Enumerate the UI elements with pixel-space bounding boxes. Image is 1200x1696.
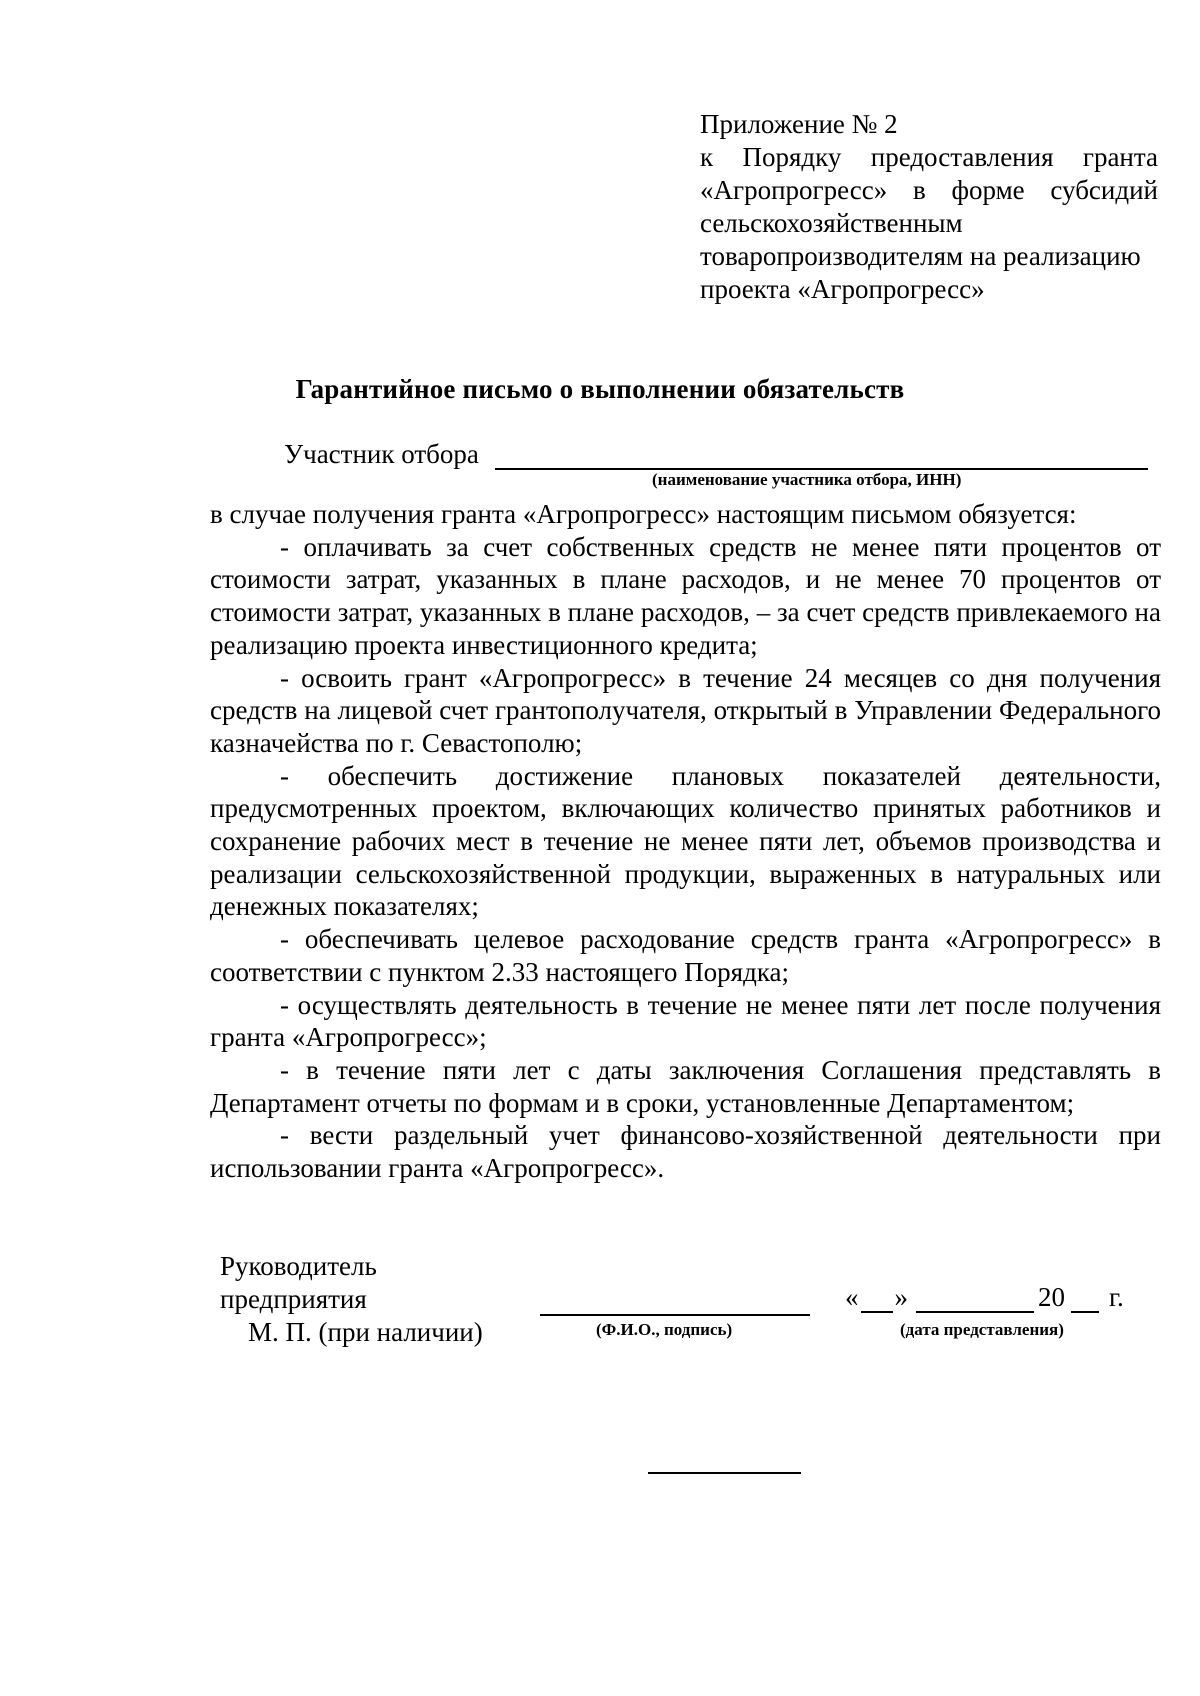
date-field bbox=[845, 1282, 1124, 1313]
day-blank-line bbox=[861, 1285, 893, 1313]
letter-intro: в случае получения гранта «Агропрогресс» настоящим письмом обязуется: bbox=[210, 499, 1077, 529]
appendix-line: товаропроизводителям на реализацию bbox=[700, 241, 1141, 271]
participant-caption: (наименование участника отбора, ИНН) bbox=[652, 470, 962, 489]
signatory-title: Руководитель bbox=[220, 1251, 377, 1281]
date-quote-close: » bbox=[894, 1282, 908, 1312]
document-title: Гарантийное письмо о выполнении обязательств bbox=[295, 374, 905, 404]
end-divider bbox=[648, 1472, 801, 1474]
appendix-line: к Порядку предоставления гранта bbox=[700, 142, 1158, 172]
month-blank-line bbox=[916, 1285, 1034, 1313]
appendix-line: сельскохозяйственным bbox=[700, 208, 963, 238]
appendix-line: проекта «Агропрогресс» bbox=[700, 274, 985, 304]
letter-body bbox=[210, 498, 1161, 1185]
appendix-number: Приложение № 2 bbox=[700, 109, 898, 139]
appendix-line: «Агропрогресс» в форме субсидий bbox=[700, 175, 1158, 205]
year-suffix: г. bbox=[1109, 1282, 1124, 1312]
signature-blank-line bbox=[540, 1314, 810, 1316]
appendix-header bbox=[700, 108, 1158, 306]
signature-caption: (Ф.И.О., подпись) bbox=[596, 1320, 733, 1339]
year-prefix: 20 bbox=[1038, 1282, 1065, 1312]
obligation-item: - в течение пяти лет с даты заключения Соглашения представлять в Департамент отчеты по формам и в сроки, установленные Департаментом; bbox=[210, 1054, 1161, 1118]
obligation-item: - осуществлять деятельность в течение не менее пяти лет после получения гранта «Агропрогресс»; bbox=[210, 989, 1161, 1053]
signatory-block bbox=[220, 1250, 483, 1349]
year-blank-line bbox=[1071, 1285, 1099, 1313]
obligation-item: - освоить грант «Агропрогресс» в течение 24 месяцев со дня получения средств на лицевой счет грантополучателя, открытый в Управлении Федерального казначейства по г. Севастополю; bbox=[210, 662, 1161, 758]
stamp-note: М. П. (при наличии) bbox=[248, 1317, 483, 1347]
participant-label: Участник отбора bbox=[284, 439, 479, 469]
obligation-item: - обеспечивать целевое расходование средств гранта «Агропрогресс» в соответствии с пунктом 2.33 настоящего Порядка; bbox=[210, 924, 1161, 987]
obligation-item: - обеспечить достижение плановых показателей деятельности, предусмотренных проектом, включающих количество принятых работников и сохранение рабочих мест в течение не менее пяти лет, объемов производства и реализации сельскохозяйственной продукции, выраженных в натуральных или денежных показателях; bbox=[210, 760, 1161, 922]
signatory-title: предприятия bbox=[220, 1284, 367, 1314]
date-quote-open: « bbox=[845, 1282, 859, 1312]
date-caption: (дата представления) bbox=[900, 1320, 1064, 1339]
obligation-item: - оплачивать за счет собственных средств не менее пяти процентов от стоимости затрат, указанных в плане расходов, и не менее 70 процентов от стоимости затрат, указанных в плане расходов, – за счет средств привлекаемого на реализацию проекта инвестиционного кредита; bbox=[210, 531, 1161, 660]
obligation-item: - вести раздельный учет финансово-хозяйственной деятельности при использовании гранта «Агропрогресс». bbox=[210, 1120, 1161, 1184]
